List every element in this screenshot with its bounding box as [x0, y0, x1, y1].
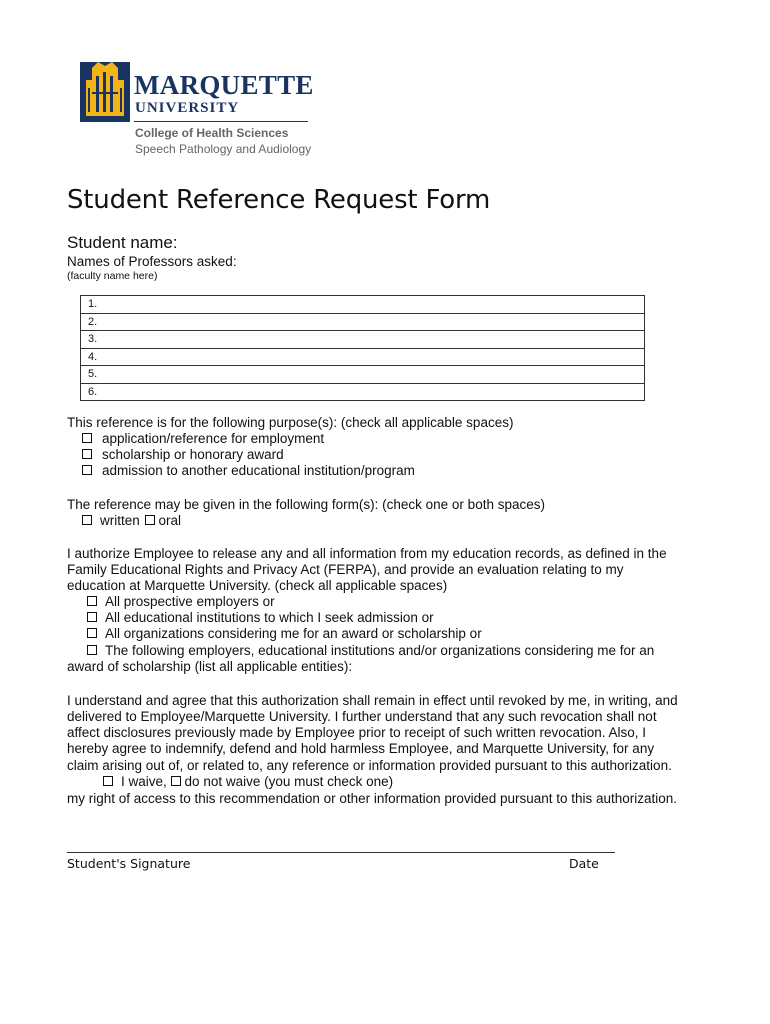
professor-row[interactable]: [81, 296, 645, 314]
authorization-option-organizations[interactable]: [87, 626, 482, 642]
purpose-option-scholarship[interactable]: [82, 447, 284, 463]
professor-cell[interactable]: 4.: [81, 348, 645, 366]
waive-options: [103, 774, 393, 790]
authorization-option-following[interactable]: [87, 643, 654, 659]
reference-form-options: [82, 513, 181, 529]
agreement-line-5: claim arising out of, or related to, any reference or information provided pursuant to this authorization.: [67, 758, 672, 773]
agreement-line-3: affect disclosures previously made by Employee prior to receipt of such written revocation. Also, I: [67, 725, 647, 740]
authorization-line-2: Family Educational Rights and Privacy Act (FERPA), and provide an evaluation relating to my: [67, 562, 624, 577]
logo-subname: UNIVERSITY: [135, 100, 240, 116]
authorization-option-label: All educational institutions to which I seek admission or: [105, 610, 434, 625]
checkbox[interactable]: [87, 596, 97, 606]
not-waive-label: do not waive (you must check one): [184, 774, 394, 789]
logo-name: MARQUETTE: [134, 70, 314, 100]
signature-label: Student's Signature: [67, 856, 191, 871]
purpose-option-label: scholarship or honorary award: [102, 447, 284, 462]
checkbox[interactable]: [82, 449, 92, 459]
authorization-option-institutions[interactable]: [87, 610, 434, 626]
checkbox[interactable]: [82, 465, 92, 475]
professor-row[interactable]: [81, 366, 645, 384]
professor-cell[interactable]: 3.: [81, 331, 645, 349]
purpose-option-label: admission to another educational institution/program: [102, 463, 415, 478]
professor-row[interactable]: [81, 313, 645, 331]
signature-line[interactable]: [67, 852, 615, 853]
authorization-option-label: All prospective employers or: [105, 594, 275, 609]
written-checkbox[interactable]: [82, 515, 92, 525]
checkbox[interactable]: [87, 645, 97, 655]
professor-row[interactable]: [81, 348, 645, 366]
agreement-line-4: hereby agree to indemnify, defend and hold harmless Employee, and Marquette University, for any: [67, 741, 655, 756]
logo-department: Speech Pathology and Audiology: [135, 142, 312, 156]
purpose-option-employment[interactable]: [82, 431, 324, 447]
tower-icon: [80, 62, 130, 122]
authorization-option-employers[interactable]: [87, 594, 275, 610]
professor-row[interactable]: [81, 383, 645, 401]
agreement-line-1: I understand and agree that this authorization shall remain in effect until revoked by me, in writing, and: [67, 693, 678, 708]
marquette-logo: [80, 62, 320, 162]
purpose-option-admission[interactable]: [82, 463, 415, 479]
date-label: Date: [569, 856, 599, 871]
purpose-option-label: application/reference for employment: [102, 431, 325, 446]
authorization-line-3: education at Marquette University. (check all applicable spaces): [67, 578, 448, 593]
oral-checkbox[interactable]: [145, 515, 155, 525]
authorization-line-1: I authorize Employee to release any and all information from my education records, as defined in the: [67, 546, 667, 561]
authorization-option-label: The following employers, educational institutions and/or organizations considering me for an: [105, 643, 655, 658]
professors-label: Names of Professors asked:: [67, 254, 237, 269]
agreement-closing: my right of access to this recommendation or other information provided pursuant to this authorization.: [67, 791, 678, 806]
purpose-prompt: This reference is for the following purpose(s): (check all applicable spaces): [67, 415, 514, 430]
checkbox[interactable]: [87, 612, 97, 622]
professor-cell[interactable]: 6.: [81, 383, 645, 401]
logo-divider: [134, 121, 308, 122]
not-waive-checkbox[interactable]: [171, 776, 181, 786]
professor-cell[interactable]: 1.: [81, 296, 645, 314]
waive-checkbox[interactable]: [103, 776, 113, 786]
professor-cell[interactable]: 5.: [81, 366, 645, 384]
logo-college: College of Health Sciences: [135, 126, 289, 140]
agreement-line-2: delivered to Employee/Marquette University. I further understand that any such revocation shall not: [67, 709, 657, 724]
authorization-option-label: All organizations considering me for an award or scholarship or: [105, 626, 482, 641]
professors-table: [80, 295, 645, 401]
oral-label: oral: [158, 513, 182, 528]
checkbox[interactable]: [82, 433, 92, 443]
professor-cell[interactable]: 2.: [81, 313, 645, 331]
professor-row[interactable]: [81, 331, 645, 349]
authorization-continuation: award of scholarship (list all applicable entities):: [67, 659, 353, 674]
student-name-label: Student name:: [67, 233, 178, 252]
waive-label: I waive,: [121, 774, 167, 789]
checkbox[interactable]: [87, 628, 97, 638]
page-title: Student Reference Request Form: [67, 185, 491, 215]
faculty-hint: (faculty name here): [67, 270, 158, 282]
reference-form-prompt: The reference may be given in the following form(s): (check one or both spaces): [67, 497, 545, 512]
written-label: written: [100, 513, 140, 528]
